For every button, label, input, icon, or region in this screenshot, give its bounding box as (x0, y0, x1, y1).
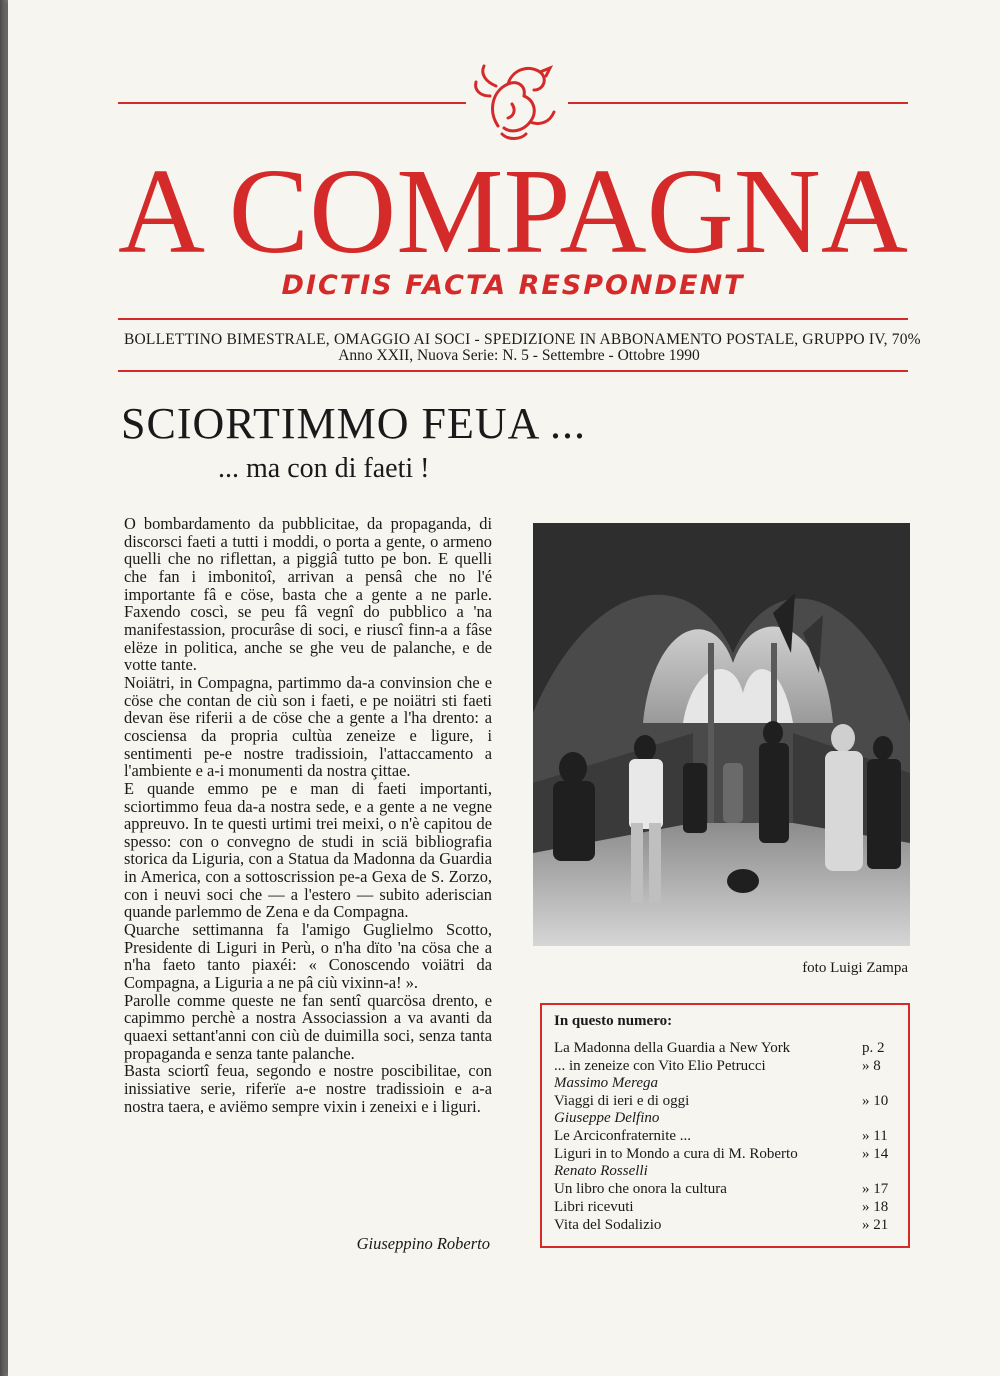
toc-entry-author: Renato Rosselli (554, 1163, 648, 1179)
toc-entry-title: Un libro che onora la cultura (554, 1181, 727, 1197)
svg-text:A COMPAGNA: A COMPAGNA (118, 144, 908, 279)
toc-entry-page: » 14 (862, 1146, 889, 1162)
header-rule-bottom (118, 370, 908, 372)
toc-title: In questo numero: (554, 1013, 673, 1029)
toc-entry (554, 1039, 896, 1057)
toc-entry-title: Le Arciconfraternite ... (554, 1128, 692, 1144)
toc-entry (554, 1127, 896, 1145)
toc-entry (554, 1180, 896, 1198)
article-paragraph: Basta sciortî feua, segondo e nostre poscibilitae, con inissiative serie, riferïe a-e nostre tradissioin e a-a nostra taera, e aviëmo sempre vixin i zeneixi e i liguri. (124, 1061, 492, 1116)
toc-entry-page: » 10 (862, 1093, 889, 1109)
page-edge (0, 0, 8, 1376)
photo-credit: foto Luigi Zampa (802, 960, 908, 976)
masthead-motto: DICTIS FACTA RESPONDENT (281, 270, 745, 301)
arcade-photo (533, 523, 910, 946)
toc-entry-title: Liguri in to Mondo a cura di M. Roberto (554, 1146, 798, 1162)
toc-entry-page: » 17 (862, 1181, 889, 1197)
toc-entry-title: ... in zeneize con Vito Elio Petrucci (554, 1058, 766, 1074)
toc-entry (554, 1092, 896, 1110)
toc-entry-title: Viaggi di ieri e di oggi (554, 1093, 690, 1109)
top-rule-right (568, 102, 908, 104)
article-paragraph: Quarche settimanna fa l'amigo Guglielmo Scotto, Presidente di Liguri in Perù, o n'ha dïto 'na cösa che a n'ha faeto tanto piaxéi: « Conoscendo voiätri da Compagna, a Liguria a ne pâ ciù vixinn-a! ». (124, 920, 492, 993)
toc-entry-page: p. 2 (862, 1040, 885, 1056)
toc-entry-title: Libri ricevuti (554, 1199, 634, 1215)
toc-entry-page: » 21 (862, 1217, 889, 1233)
article-paragraph: E quande emmo pe e man di faeti importanti, sciortimmo feua da-a nostra sede, e a gente a ne vegne appreuvo. In te questi urtimi trei meixi, o n'è capitou de spesso: con o convegno de studi in sciä bibliografia storica da Liguria, con a Statua da Madonna da Guardia in America, con a sottoscrission pe-a Gexa de S. Zorzo, con i neuvi soci che — a l'estero — subito aderiscian quande parlemmo de Zena e da Compagna. (124, 778, 492, 922)
article-subheadline: ... ma con di faeti ! (218, 453, 430, 484)
article-headline: SCIORTIMMO FEUA ... (121, 399, 586, 448)
toc-entry (554, 1198, 896, 1216)
article-author: Giuseppino Roberto (356, 1234, 490, 1253)
toc-entry-title: La Madonna della Guardia a New York (554, 1040, 791, 1056)
griffin-emblem-icon (468, 56, 564, 144)
toc-entry (554, 1216, 896, 1234)
issue-line: Anno XXII, Nuova Serie: N. 5 - Settembre - Ottobre 1990 (338, 347, 700, 364)
toc-entry-title: Vita del Sodalizio (554, 1217, 662, 1233)
top-rule-left (118, 102, 466, 104)
toc-entry (554, 1145, 896, 1163)
toc-entry-page: » 18 (862, 1199, 889, 1215)
toc-box (540, 1003, 910, 1248)
masthead-title (108, 140, 918, 280)
bulletin-line: BOLLETTINO BIMESTRALE, OMAGGIO AI SOCI - SPEDIZIONE IN ABBONAMENTO POSTALE, GRUPPO IV, 70% (124, 331, 921, 348)
toc-entry (554, 1057, 896, 1075)
article-paragraph: O bombardamento da pubblicitae, da propaganda, di discorsci faeti a tutti i moddi, o porta a gente, o armeno quelli che no riflettan, a piggiâ tutto pe bon. E quelli che fan i imbonitoî, arrivan a pensâ che no l'é importante fâ e cöse, basta che a gente a ne parle. Faxendo coscì, se peu fâ vegnî do pubblico a 'na manifestassion, procurâse di soci, e riuscî finn-a a fâse elëze in politica, anche se ghe veu de palanche, e de votte tante. (124, 514, 492, 675)
header-rule-top (118, 318, 908, 320)
toc-entry-author: Giuseppe Delfino (554, 1110, 660, 1126)
article-paragraph: Noiätri, in Compagna, partimmo da-a convinsion che e cöse che contan de ciù son i faeti, e pe noiätri sti faeti devan ëse riferii a de cöse che a gente a l'ha drento: a cosciensa da propria cultùa zeneize e ligure, i sentimenti pe-e nostre tradissioin, l'attaccamento a l'ambiente e a-i monumenti da nostra çittae. (124, 672, 492, 781)
toc-entry-page: » 8 (862, 1058, 881, 1074)
article-body (124, 515, 492, 1115)
toc-entry-page: » 11 (862, 1128, 888, 1144)
article-paragraph: Parolle comme queste ne fan sentî quarcösa drento, e capimmo perchè a nostra Associassion a va avanti da quaexi settant'anni con ciù de duimilla soci, senza tanta propaganda e senza tante palanche. (124, 990, 492, 1063)
newsletter-page (8, 0, 1000, 1376)
toc-entry-author: Massimo Merega (554, 1075, 659, 1091)
